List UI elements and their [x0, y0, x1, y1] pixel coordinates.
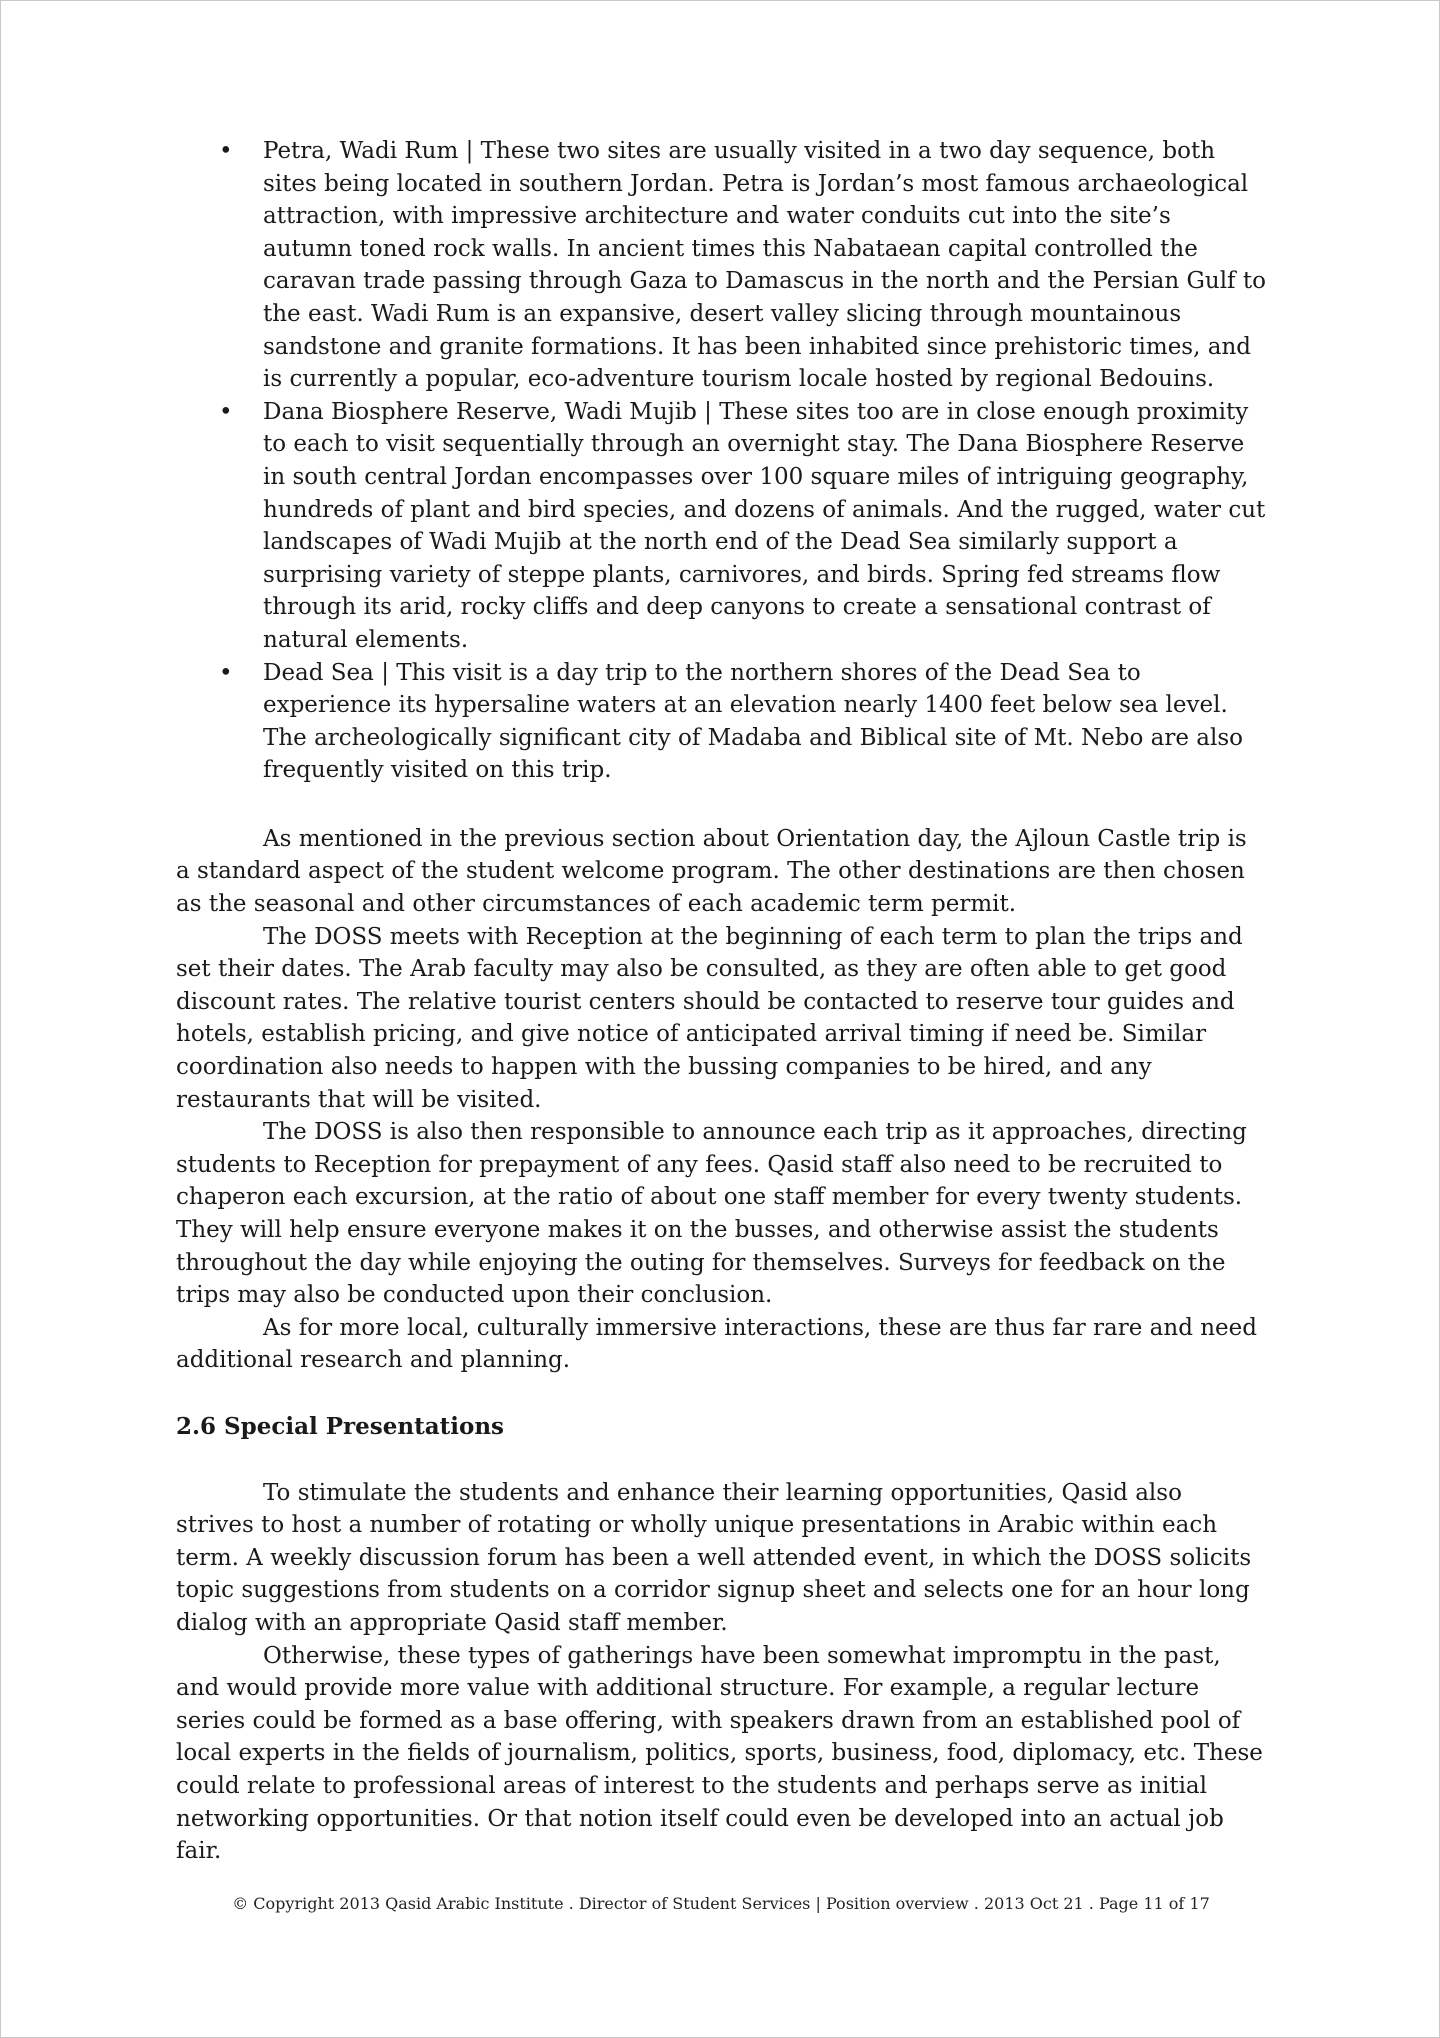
list-item-text: Dana Biosphere Reserve, Wadi Mujib | These sites too are in close enough proximity to each to visit sequentially through an overnight stay. The Dana Biosphere Reserve in south central Jordan encompasses over 100 square miles of intriguing geography, hundreds of plant and bird species, and dozens of animals. And the rugged, water cut landscapes of Wadi Mujib at the north end of the Dead Sea similarly support a surprising variety of steppe plants, carnivores, and birds. Spring fed streams flow through its arid, rocky cliffs and deep canyons to create a sensational contrast of natural elements. — [263, 398, 1266, 653]
paragraph: As mentioned in the previous section about Orientation day, the Ajloun Castle trip is a standard aspect of the student welcome program. The other destinations are then chosen as the seasonal and other circumstances of each academic term permit. — [176, 825, 1247, 918]
trips-body — [176, 823, 1266, 1377]
list-item-text: Dead Sea | This visit is a day trip to the northern shores of the Dead Sea to experience its hypersaline waters at an elevation nearly 1400 feet below sea level. The archeologically significant city of Madaba and Biblical site of Mt. Nebo are also frequently visited on this trip. — [263, 659, 1243, 784]
page-content — [176, 135, 1266, 1868]
destinations-list — [176, 135, 1266, 787]
bullet-icon: • — [219, 398, 233, 425]
bullet-icon: • — [219, 659, 233, 686]
list-item — [176, 657, 1266, 787]
paragraph: The DOSS is also then responsible to announce each trip as it approaches, directing students to Reception for prepayment of any fees. Qasid staff also need to be recruited to chaperon each excursion, at the ratio of about one staff member for every twenty students. They will help ensure everyone makes it on the busses, and otherwise assist the students throughout the day while enjoying the outing for themselves. Surveys for feedback on the trips may also be conducted upon their conclusion. — [176, 1119, 1247, 1309]
page-footer: © Copyright 2013 Qasid Arabic Institute . Director of Student Services | Position overview . 2013 Oct 21 . Page 11 of 17 — [232, 1894, 1210, 1913]
paragraph: Otherwise, these types of gatherings have been somewhat impromptu in the past, and would provide more value with additional structure. For example, a regular lecture series could be formed as a base offering, with speakers drawn from an established pool of local experts in the fields of journalism, politics, sports, business, food, diplomacy, etc. These could relate to professional areas of interest to the students and perhaps serve as initial networking opportunities. Or that notion itself could even be developed into an actual job fair. — [176, 1642, 1263, 1865]
list-item — [176, 396, 1266, 657]
bullet-icon: • — [219, 138, 233, 164]
section-heading: 2.6 Special Presentations — [176, 1412, 504, 1440]
list-item-text: Petra, Wadi Rum | These two sites are usually visited in a two day sequence, both sites being located in southern Jordan. Petra is Jordan’s most famous archaeological attraction, with impressive architecture and water conduits cut into the site’s autumn toned rock walls. In ancient times this Nabataean capital controlled the caravan trade passing through Gaza to Damascus in the north and the Persian Gulf to the east. Wadi Rum is an expansive, desert valley slicing through mountainous sandstone and granite formations. It has been inhabited since prehistoric times, and is currently a popular, eco-adventure tourism locale hosted by regional Bedouins. — [263, 138, 1266, 393]
special-presentations-body — [176, 1477, 1266, 1868]
paragraph: To stimulate the students and enhance their learning opportunities, Qasid also strives to host a number of rotating or wholly unique presentations in Arabic within each term. A weekly discussion forum has been a well attended event, in which the DOSS solicits topic suggestions from students on a corridor signup sheet and selects one for an hour long dialog with an appropriate Qasid staff member. — [176, 1479, 1252, 1636]
paragraph: The DOSS meets with Reception at the beginning of each term to plan the trips and set their dates. The Arab faculty may also be consulted, as they are often able to get good discount rates. The relative tourist centers should be contacted to reserve tour guides and hotels, establish pricing, and give notice of anticipated arrival timing if need be. Similar coordination also needs to happen with the bussing companies to be hired, and any restaurants that will be visited. — [176, 923, 1243, 1113]
list-item — [176, 135, 1266, 396]
paragraph: As for more local, culturally immersive interactions, these are thus far rare and need additional research and planning. — [176, 1314, 1257, 1374]
